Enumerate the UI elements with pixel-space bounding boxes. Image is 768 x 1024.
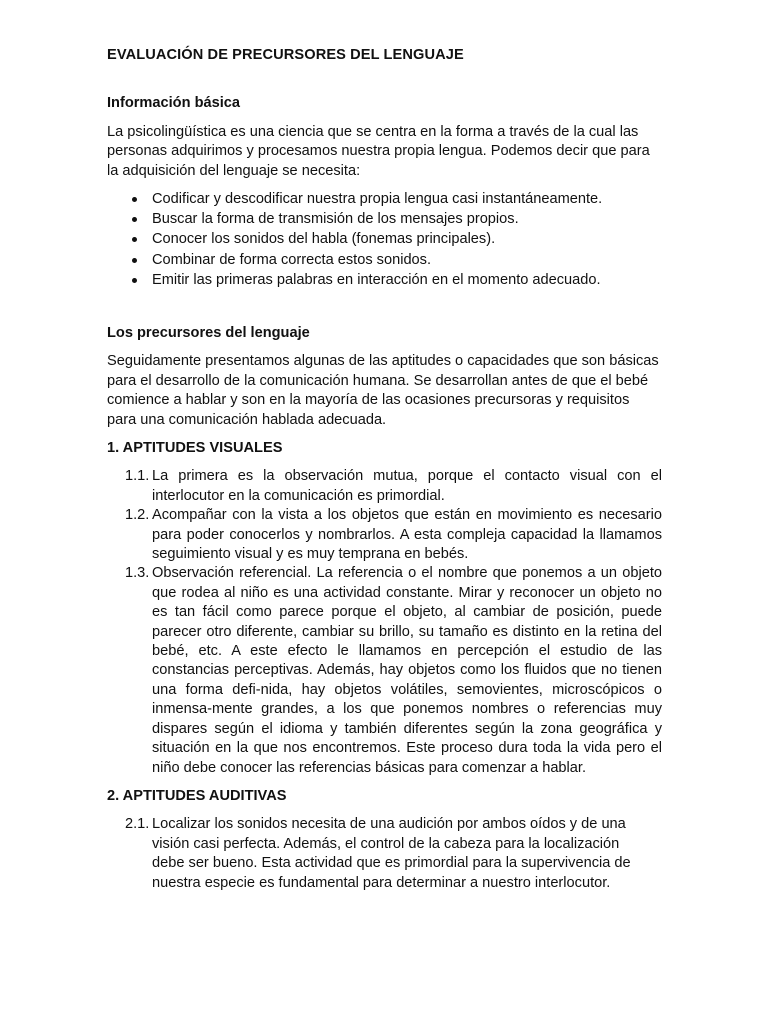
item-number: 1.2.: [125, 507, 150, 524]
list-item-text: Combinar de forma correcta estos sonidos.: [152, 251, 432, 268]
visual-aptitudes-list: [107, 467, 662, 778]
list-item: [107, 270, 662, 290]
bullet-icon: [132, 258, 137, 263]
item-text: Localizar los sonidos necesita de una audición por ambos oídos y de una visión casi perfecta. Además, el control de la cabeza para la localización debe ser bueno. Esta actividad que es primordial para la supervivencia de nuestra especie es fundamental para determinar a nuestro interlocutor.: [152, 816, 631, 891]
item-number: 2.1.: [125, 816, 150, 833]
list-item-text: Buscar la forma de transmisión de los mensajes propios.: [152, 211, 519, 228]
heading-visual-aptitudes: 1. APTITUDES VISUALES: [107, 440, 283, 456]
document-page: [107, 46, 662, 893]
list-item-text: Codificar y descodificar nuestra propia lengua casi instantáneamente.: [152, 191, 603, 208]
list-item: [107, 506, 662, 564]
item-text: La primera es la observación mutua, porque el contacto visual con el interlocutor en la comunicación es primordial.: [152, 468, 662, 504]
precursors-paragraph: Seguidamente presentamos algunas de las aptitudes o capacidades que son básicas para el desarrollo de la comunicación humana. Se desarrollan antes de que el bebé comience a hablar y son en la mayoría de las ocasiones precursoras y requisitos para una comunicación hablada adecuada.: [107, 353, 659, 428]
list-item: [107, 815, 662, 893]
item-number: 1.1.: [125, 468, 150, 485]
bullet-icon: [132, 278, 137, 283]
bullet-icon: [132, 237, 137, 242]
item-text: Acompañar con la vista a los objetos que están en movimiento es necesario para poder conocerlos y nombrarlos. A esta compleja capacidad la llamamos seguimiento visual y es muy temprana en bebés.: [152, 507, 662, 563]
list-item: [107, 250, 662, 270]
heading-basic-info: Información básica: [107, 95, 241, 112]
list-item-text: Emitir las primeras palabras en interacción en el momento adecuado.: [152, 271, 601, 288]
item-number: 1.3.: [125, 565, 150, 582]
requirements-list: [107, 189, 662, 290]
list-item: [107, 229, 662, 249]
bullet-icon: [132, 197, 137, 202]
bullet-icon: [132, 217, 137, 222]
list-item-text: Conocer los sonidos del habla (fonemas principales).: [152, 231, 496, 248]
list-item: [107, 189, 662, 209]
heading-precursors: Los precursores del lenguaje: [107, 324, 310, 341]
list-item: [107, 209, 662, 229]
auditory-aptitudes-list: [107, 815, 662, 893]
intro-paragraph: La psicolingüística es una ciencia que se centra en la forma a través de la cual las personas adquirimos y procesamos nuestra propia lengua. Podemos decir que para la adquisición del lenguaje se necesita:: [107, 123, 650, 179]
list-item: [107, 564, 662, 777]
item-text: Observación referencial. La referencia o el nombre que ponemos a un objeto que rodea al niño es una actividad constante. Mirar y reconocer un objeto no es tan fácil como parece porque el objeto, al cambiar de posición, puede parecer otro diferente, cambiar su brillo, su tamaño es distinto en la retina del bebé, etc. A este efecto le llamamos en percepción el estudio de las constancias perceptivas. Además, hay objetos como los fluidos que no tienen una forma defi-nida, hay objetos volátiles, semovientes, microscópicos o inmensa-mente grandes, a los que ponemos nombres o referencias muy dispares según el idioma y también diferentes según la zona geográfica y situación en la que nos encontremos. Este proceso dura toda la vida pero el niño debe conocer las referencias básicas para comenzar a hablar.: [152, 565, 662, 776]
document-title: EVALUACIÓN DE PRECURSORES DEL LENGUAJE: [107, 47, 464, 63]
heading-auditory-aptitudes: 2. APTITUDES AUDITIVAS: [107, 787, 287, 804]
list-item: [107, 467, 662, 506]
